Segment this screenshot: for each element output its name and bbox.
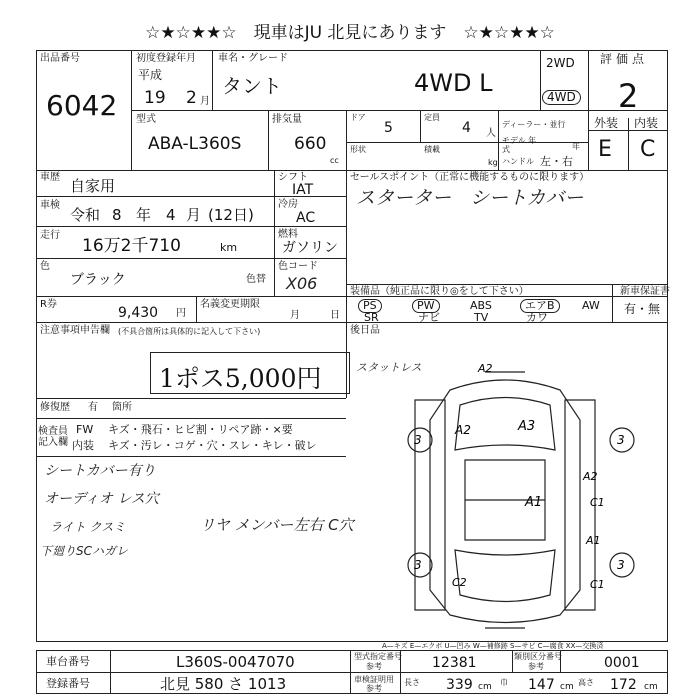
- hand-note-5: リヤ メンバー左右 C穴: [200, 516, 354, 534]
- exterior-value: E: [598, 137, 612, 162]
- interior-value: C: [640, 137, 656, 162]
- vehicle-name-label: 車名・グレード: [218, 53, 288, 64]
- new-warranty-label: 新車保証書: [620, 286, 670, 297]
- inspector-in-label: 内装: [72, 439, 94, 452]
- mark-rear-right: C1: [590, 578, 605, 591]
- load-label: 積載: [424, 145, 440, 154]
- handle-label: ハンドル: [502, 157, 534, 166]
- score-value: 2: [618, 77, 639, 115]
- doors-value: 5: [384, 120, 393, 136]
- mark-top: A2: [478, 362, 493, 375]
- inspector-fw-label: FW: [76, 423, 94, 436]
- car-body-outline: [415, 372, 595, 628]
- equipment-label: 装備品（純正品に限り◎をして下さい）: [350, 286, 529, 297]
- width-unit: cm: [560, 682, 574, 692]
- color-label: 色: [40, 261, 50, 272]
- mark-right-rear: A1: [586, 534, 601, 547]
- notes-sublabel: (不具合箇所は具体的に記入して下さい): [118, 327, 261, 336]
- inspector-in: キズ・汚レ・コゲ・穴・スレ・キレ・破レ: [108, 439, 317, 452]
- mark-hood: A3: [518, 419, 536, 434]
- designation-label: 型式指定番号: [354, 652, 402, 661]
- registration-month-unit: 月: [200, 96, 210, 107]
- notes-stamp: [150, 352, 350, 394]
- inspector-label: 検査員記入欄: [38, 426, 68, 448]
- category-ref: 参考: [528, 662, 544, 671]
- plate-value: 北見 580 さ 1013: [160, 675, 287, 693]
- equip-aw: AW: [582, 299, 600, 312]
- shift-value: IAT: [292, 182, 314, 198]
- lot-label: 出品番号: [40, 53, 80, 64]
- chassis-label: 車台番号: [46, 655, 90, 668]
- model-value: ABA-L360S: [148, 134, 242, 154]
- height-value: 172: [610, 677, 637, 693]
- ac-value: AC: [296, 210, 316, 226]
- rear-note: スタットレス: [356, 361, 422, 374]
- year-unit: 年: [572, 142, 580, 151]
- doors-label: ドア: [350, 113, 366, 122]
- inspection-month-unit: 月: [186, 206, 202, 224]
- interior-label: 内装: [634, 116, 659, 130]
- mark-right-side-c: C1: [590, 496, 605, 509]
- notes-label: 注意事項申告欄: [40, 325, 110, 336]
- lot-number: 6042: [46, 89, 118, 122]
- equip-airbag: エアB: [520, 299, 560, 313]
- displacement-value: 660: [294, 134, 327, 154]
- mark-wheel-fl: 3: [414, 433, 422, 447]
- handle-value: 左・右: [540, 155, 573, 168]
- model-year-label: モデル 年式: [502, 136, 537, 154]
- equip-abs: ABS: [470, 299, 492, 312]
- length-value: 339: [446, 677, 473, 693]
- equip-ps: PS: [358, 299, 382, 313]
- equip-sr: SR: [364, 311, 379, 324]
- displacement-label: 排気量: [272, 114, 302, 125]
- model-label: 型式: [136, 114, 156, 125]
- equip-tv: TV: [474, 311, 489, 324]
- hand-note-1: シートカバー有り: [44, 463, 156, 479]
- hand-note-2: オーディオ レス穴: [44, 491, 159, 507]
- category-label: 類別区分番号: [514, 652, 562, 661]
- mark-wheel-fr: 3: [617, 433, 625, 447]
- equip-leather: カワ: [526, 311, 548, 324]
- hand-note-4: 下廻りSCハガレ: [40, 544, 128, 558]
- length-label: 長さ: [404, 678, 420, 687]
- score-label: 評価点: [600, 52, 649, 66]
- equip-navi: ナビ: [418, 311, 440, 324]
- warranty-label: 名義変更期限: [200, 299, 260, 310]
- registration-year: 19: [144, 88, 166, 108]
- registration-label: 初度登録年月: [136, 53, 196, 64]
- registration-month: 2: [186, 88, 197, 108]
- inspector-fw: キズ・飛石・ヒビ割・リペア跡・×要: [108, 423, 293, 436]
- drive-4wd: 4WD: [542, 90, 581, 105]
- history-value: 自家用: [70, 177, 116, 195]
- height-unit: cm: [644, 682, 658, 692]
- mark-front-left: A2: [455, 423, 471, 437]
- recycle-unit: 円: [176, 308, 186, 319]
- plate-label: 登録番号: [46, 677, 90, 690]
- designation-value: 12381: [432, 655, 477, 671]
- repair-unit: 箇所: [112, 402, 132, 413]
- damage-legend: A—キズ E—エクボ U—凹み W—補修跡 S—サビ C—腐食 XX—交換済: [382, 642, 604, 650]
- sales-label: セールスポイント（正常に機能するものに限ります）: [350, 172, 590, 183]
- rear-label: 後日品: [350, 325, 380, 336]
- mark-roof: A1: [525, 495, 543, 510]
- color-code-label: 色コード: [278, 261, 318, 272]
- repair-value: 有: [88, 402, 98, 413]
- notes-stamp-text: 1ポス5,000円: [159, 364, 322, 393]
- exterior-label: 外装: [594, 116, 619, 130]
- shape-label: 形状: [350, 145, 366, 154]
- mark-wheel-rl: 3: [414, 558, 422, 572]
- page-title: ☆★☆★★☆ 現車はJU 北見にあります ☆★☆★★☆: [145, 23, 555, 43]
- displacement-unit: cc: [330, 156, 339, 165]
- inspection-year-unit: 年: [136, 206, 152, 224]
- capacity-label: 定員: [424, 113, 440, 122]
- warranty-day: 日: [330, 310, 340, 321]
- mark-wheel-rr: 3: [617, 558, 625, 572]
- mark-right-door: A2: [583, 470, 598, 483]
- shift-label: シフト: [278, 172, 308, 183]
- equip-pw: PW: [412, 299, 440, 313]
- inspection-month: 4: [166, 206, 176, 224]
- cert-label: 車検証明用: [354, 675, 394, 684]
- chassis-value: L360S-0047070: [176, 653, 295, 671]
- mark-rear-left: C2: [452, 576, 467, 589]
- mileage-unit: km: [220, 241, 238, 254]
- fuel-label: 燃料: [278, 229, 298, 240]
- recycle-value: 9,430: [118, 305, 159, 321]
- vehicle-name: タント: [222, 74, 282, 98]
- designation-ref: 参考: [366, 662, 382, 671]
- ac-label: 冷房: [278, 199, 298, 210]
- category-value: 0001: [604, 655, 640, 671]
- length-unit: cm: [478, 682, 492, 692]
- sales-text: スターター シートカバー: [356, 187, 584, 209]
- vehicle-grade: 4WD L: [414, 69, 493, 97]
- width-value: 147: [528, 677, 555, 693]
- inspection-day: (12日): [208, 206, 254, 224]
- repair-label: 修復歴: [40, 402, 70, 413]
- registration-era: 平成: [138, 68, 163, 82]
- inspection-label: 車検: [40, 200, 60, 211]
- color-value: ブラック: [70, 272, 126, 288]
- capacity-unit: 人: [486, 128, 496, 139]
- inspection-year: 8: [112, 206, 122, 224]
- hand-note-3: ライト クスミ: [50, 520, 126, 534]
- color-code-value: X06: [286, 274, 318, 293]
- history-label: 車歴: [40, 172, 60, 183]
- width-label: 巾: [500, 678, 508, 687]
- mileage-label: 走行: [40, 230, 60, 241]
- recycle-label: R券: [40, 299, 57, 310]
- mileage-value: 16万2千710: [82, 236, 181, 256]
- car-damage-diagram: [350, 360, 660, 640]
- capacity-value: 4: [462, 120, 471, 136]
- drive-2wd: 2WD: [546, 56, 575, 70]
- dealer-label: ディーラー・並行: [502, 120, 566, 129]
- warranty-month: 月: [290, 310, 300, 321]
- inspection-era: 令和: [70, 206, 101, 224]
- cert-ref: 参考: [366, 684, 382, 693]
- color-change-label: 色替: [246, 274, 266, 285]
- height-label: 高さ: [578, 678, 594, 687]
- fuel-value: ガソリン: [282, 240, 338, 256]
- new-warranty-value: 有・無: [624, 302, 661, 316]
- load-unit: kg: [488, 158, 498, 167]
